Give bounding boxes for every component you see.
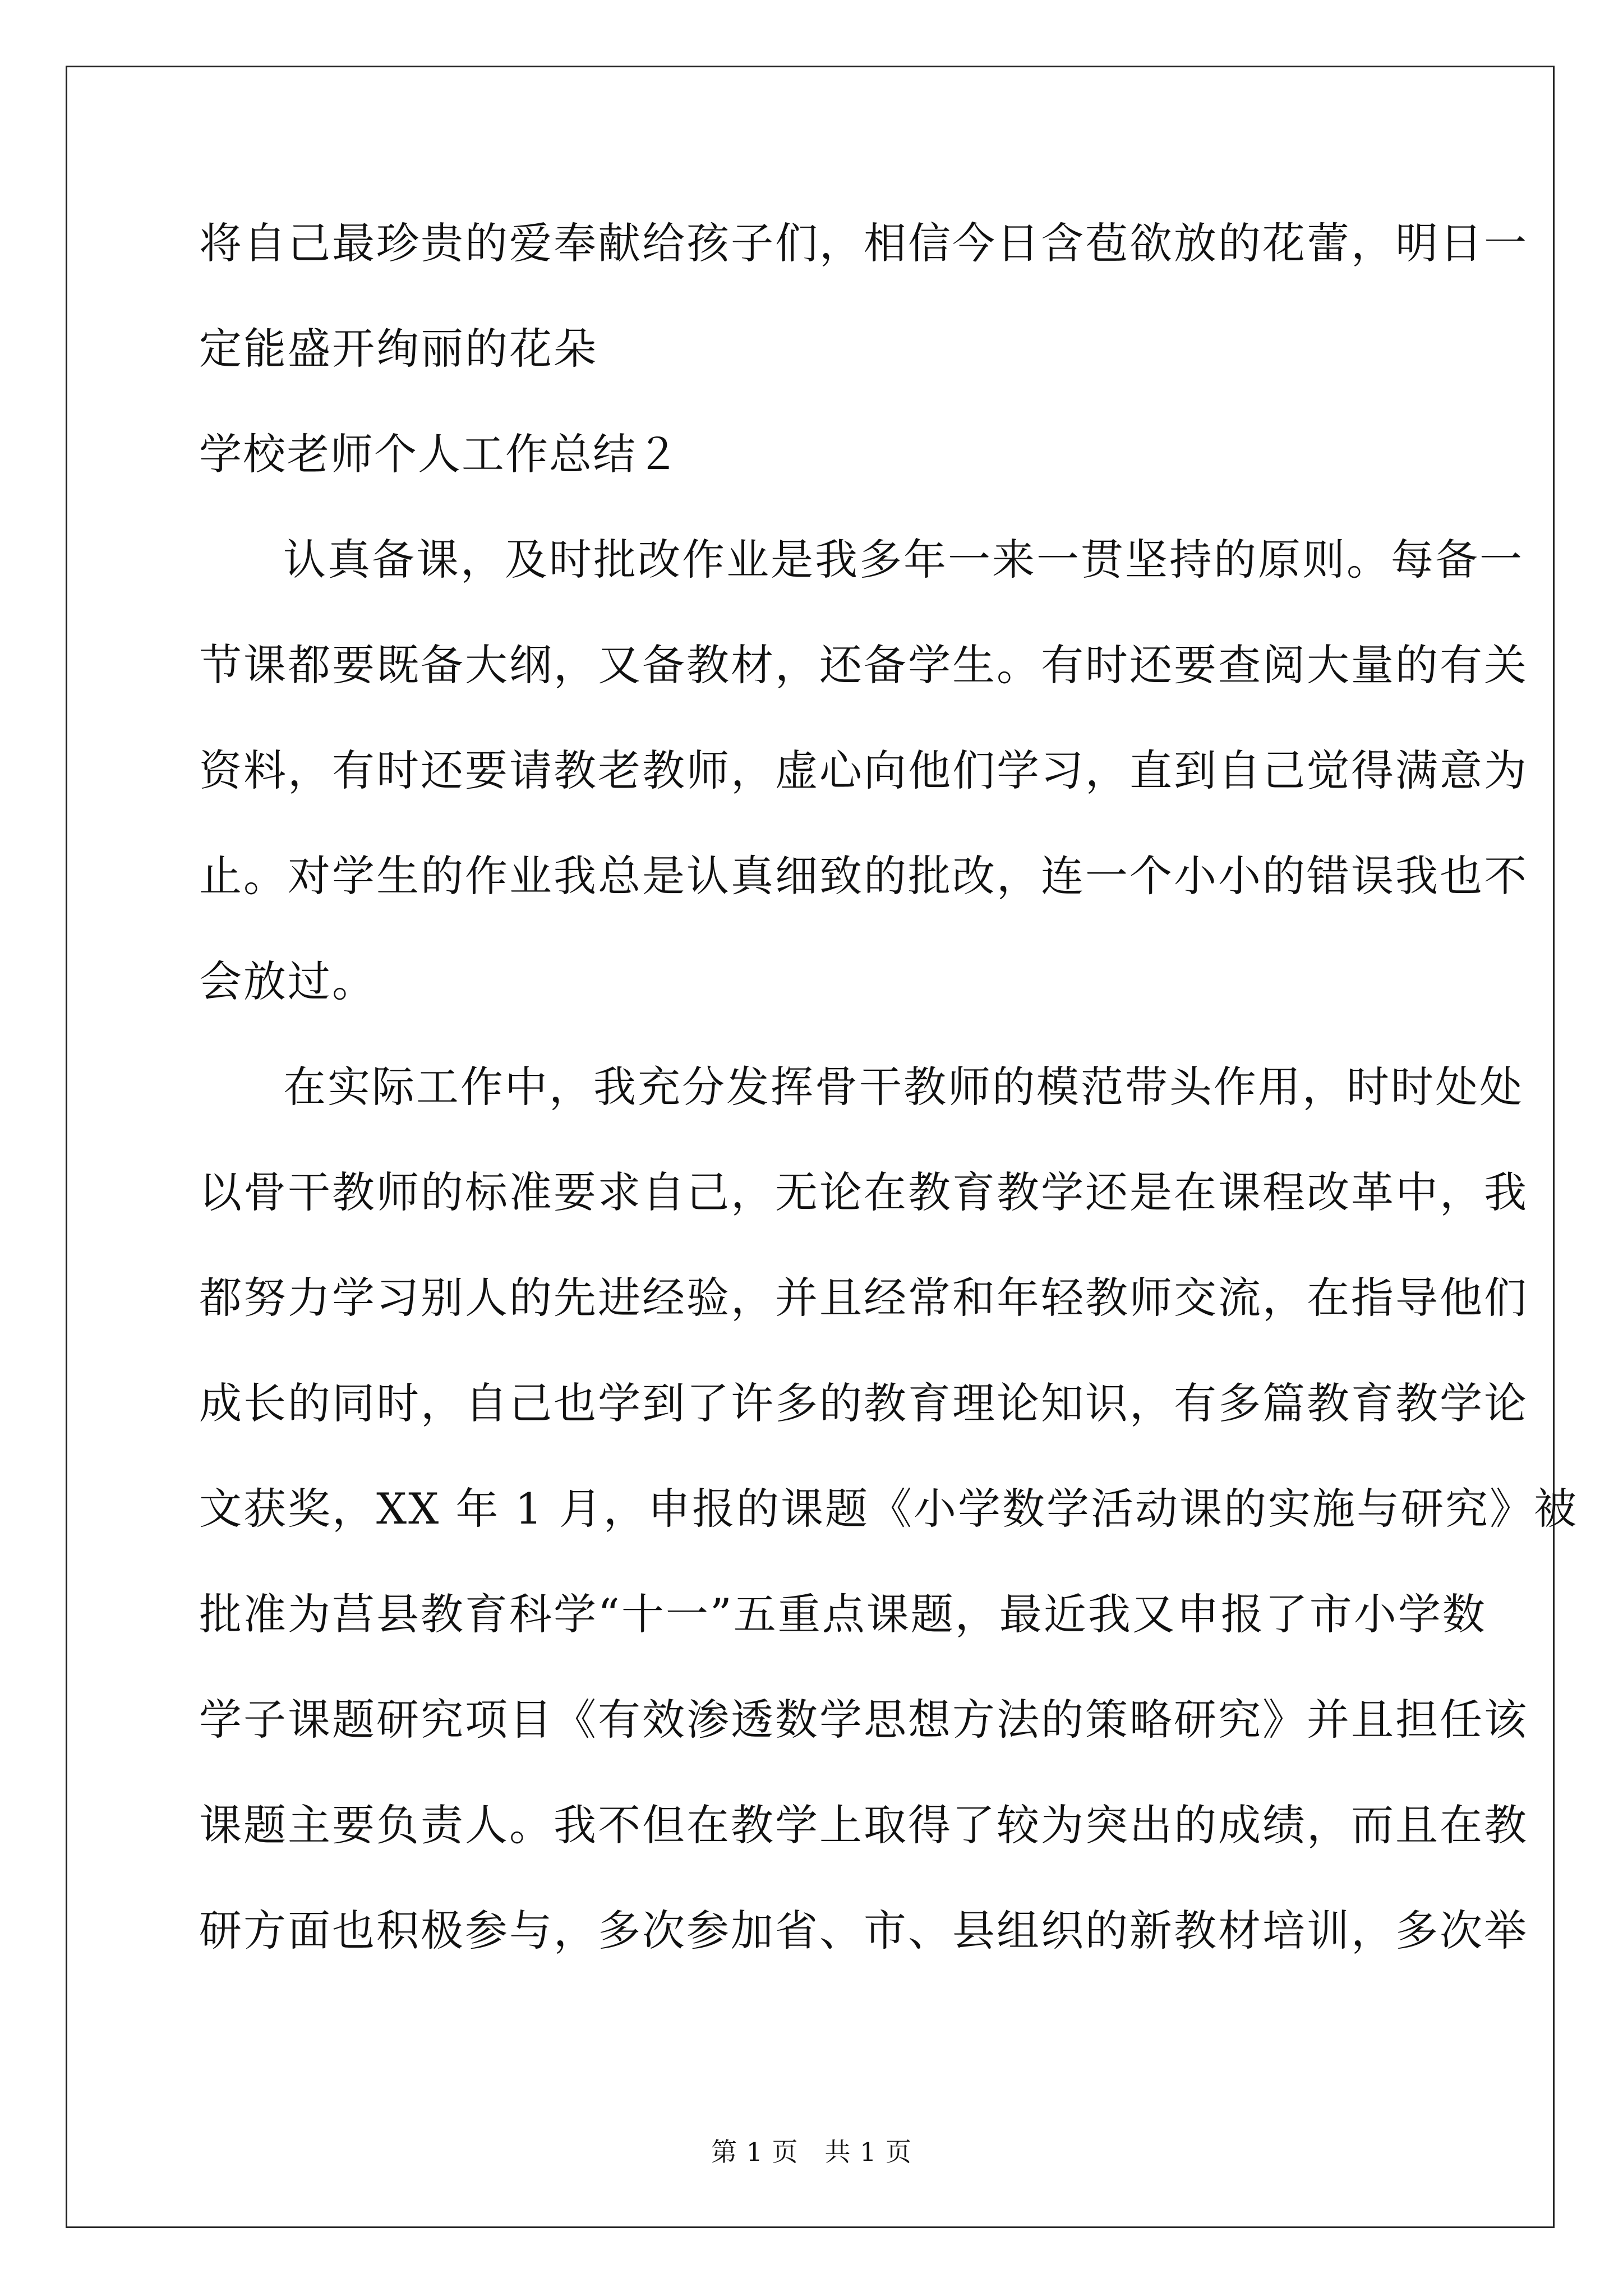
text-line: 学子课题研究项目《有效渗透数学思想方法的策略研究》并且担任该 (199, 1695, 1528, 1745)
text-line: 会放过。 (199, 956, 376, 1006)
text-line: 批准为莒县教育科学“十一”五重点课题，最近我又申报了市小学数 (199, 1589, 1487, 1639)
text-line: 定能盛开绚丽的花朵 (199, 324, 598, 374)
text-line: 止。对学生的作业我总是认真细致的批改，连一个小小的错误我也不 (199, 851, 1528, 901)
text-line: 节课都要既备大纲，又备教材，还备学生。有时还要查阅大量的有关 (199, 640, 1528, 690)
document-body (199, 191, 1579, 1984)
text-line: 研方面也积极参与，多次参加省、市、县组织的新教材培训，多次举 (199, 1906, 1528, 1955)
text-line: 课题主要负责人。我不但在教学上取得了较为突出的成绩，而且在教 (199, 1800, 1528, 1850)
paragraph-first-line: 认真备课，及时批改作业是我多年一来一贯坚持的原则。每备一 (283, 535, 1524, 585)
text-line: 以骨干教师的标准要求自己，无论在教育教学还是在课程改革中，我 (199, 1167, 1528, 1217)
page-number-footer: 第 1 页 共 1 页 (711, 2137, 912, 2167)
text-line: 将自己最珍贵的爱奉献给孩子们，相信今日含苞欲放的花蕾，明日一 (199, 218, 1528, 268)
text-line: 文获奖，XX 年 1 月，申报的课题《小学数学活动课的实施与研究》被 (199, 1484, 1579, 1534)
text-line: 资料，有时还要请教老教师，虚心向他们学习，直到自己觉得满意为 (199, 746, 1528, 795)
paragraph-first-line: 在实际工作中，我充分发挥骨干教师的模范带头作用，时时处处 (283, 1062, 1524, 1112)
text-line: 都努力学习别人的先进经验，并且经常和年轻教师交流，在指导他们 (199, 1273, 1528, 1323)
text-line: 成长的同时，自己也学到了许多的教育理论知识，有多篇教育教学论 (199, 1378, 1528, 1428)
section-title: 学校老师个人工作总结２ (199, 429, 680, 479)
